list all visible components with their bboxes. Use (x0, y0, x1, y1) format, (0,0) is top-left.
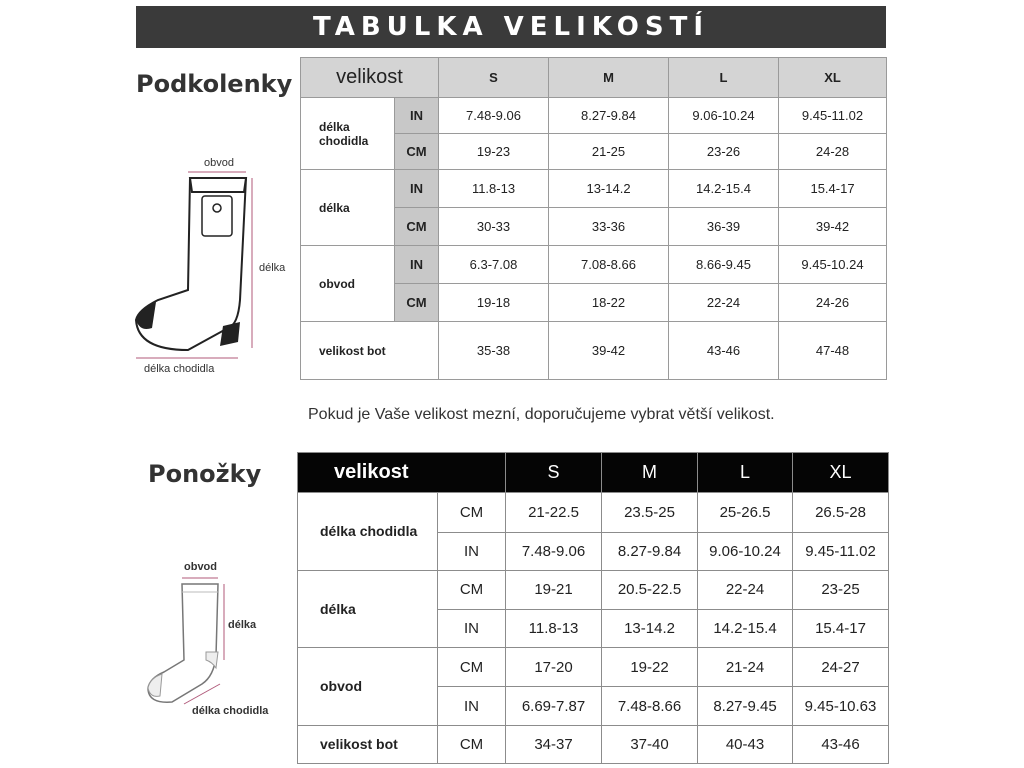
unit-cell: IN (395, 98, 439, 134)
value-cell: 23.5-25 (602, 493, 698, 532)
table-row (298, 648, 889, 687)
value-cell: 17-20 (506, 648, 602, 687)
unit-cell: CM (438, 725, 506, 763)
row-label: velikost bot (301, 322, 439, 380)
value-cell: 43-46 (793, 725, 889, 763)
value-cell: 24-28 (779, 134, 887, 170)
value-cell: 24-26 (779, 284, 887, 322)
page-title: TABULKA VELIKOSTÍ (313, 12, 709, 42)
sock-foot-label: délka chodidla (192, 705, 269, 717)
unit-cell: CM (438, 570, 506, 609)
value-cell: 8.66-9.45 (669, 246, 779, 284)
header-size-s: S (506, 453, 602, 493)
header-size-l: L (698, 453, 793, 493)
value-cell: 19-23 (439, 134, 549, 170)
unit-cell: CM (395, 134, 439, 170)
header-size-label: velikost (298, 453, 506, 493)
knee-socks-title: Podkolenky (136, 70, 293, 98)
value-cell: 11.8-13 (506, 609, 602, 647)
table-row (301, 170, 887, 208)
row-label: obvod (301, 246, 395, 322)
value-cell: 9.45-10.24 (779, 246, 887, 284)
value-cell: 20.5-22.5 (602, 570, 698, 609)
header-size-m: M (602, 453, 698, 493)
value-cell: 43-46 (669, 322, 779, 380)
header-size-xl: XL (793, 453, 889, 493)
value-cell: 23-26 (669, 134, 779, 170)
value-cell: 7.48-9.06 (506, 532, 602, 570)
page-title-banner (136, 6, 886, 48)
value-cell: 9.45-11.02 (793, 532, 889, 570)
value-cell: 21-25 (549, 134, 669, 170)
value-cell: 14.2-15.4 (698, 609, 793, 647)
value-cell: 6.3-7.08 (439, 246, 549, 284)
sock-delka-label: délka (228, 619, 257, 631)
value-cell: 8.27-9.84 (602, 532, 698, 570)
value-cell: 14.2-15.4 (669, 170, 779, 208)
value-cell: 13-14.2 (549, 170, 669, 208)
unit-cell: IN (438, 687, 506, 725)
value-cell: 23-25 (793, 570, 889, 609)
header-size-label: velikost (301, 58, 439, 98)
header-size-l: L (669, 58, 779, 98)
value-cell: 34-37 (506, 725, 602, 763)
size-note: Pokud je Vaše velikost mezní, doporučujeme vybrat větší velikost. (308, 406, 775, 423)
table-header-row (298, 453, 889, 493)
table-row (298, 493, 889, 532)
value-cell: 7.48-8.66 (602, 687, 698, 725)
value-cell: 8.27-9.84 (549, 98, 669, 134)
value-cell: 9.06-10.24 (698, 532, 793, 570)
value-cell: 30-33 (439, 208, 549, 246)
value-cell: 39-42 (779, 208, 887, 246)
value-cell: 9.45-11.02 (779, 98, 887, 134)
value-cell: 7.08-8.66 (549, 246, 669, 284)
value-cell: 35-38 (439, 322, 549, 380)
knee-sock-diagram (128, 150, 298, 380)
value-cell: 36-39 (669, 208, 779, 246)
row-label: délka chodidla (298, 493, 438, 570)
table-row (301, 322, 887, 380)
value-cell: 13-14.2 (602, 609, 698, 647)
sock-diagram (140, 556, 290, 726)
value-cell: 18-22 (549, 284, 669, 322)
value-cell: 40-43 (698, 725, 793, 763)
unit-cell: CM (438, 648, 506, 687)
row-label: délka (298, 570, 438, 647)
value-cell: 22-24 (698, 570, 793, 609)
unit-cell: CM (438, 493, 506, 532)
value-cell: 25-26.5 (698, 493, 793, 532)
value-cell: 37-40 (602, 725, 698, 763)
row-label: velikost bot (298, 725, 438, 763)
value-cell: 33-36 (549, 208, 669, 246)
table-row (301, 246, 887, 284)
unit-cell: CM (395, 284, 439, 322)
header-size-m: M (549, 58, 669, 98)
value-cell: 8.27-9.45 (698, 687, 793, 725)
value-cell: 15.4-17 (793, 609, 889, 647)
row-label: délka (301, 170, 395, 246)
unit-cell: IN (438, 532, 506, 570)
table-row (298, 725, 889, 763)
socks-size-table (297, 452, 889, 764)
value-cell: 7.48-9.06 (439, 98, 549, 134)
table-row (298, 570, 889, 609)
value-cell: 19-22 (602, 648, 698, 687)
knee-sock-drawing (136, 178, 246, 350)
unit-cell: IN (438, 609, 506, 647)
value-cell: 22-24 (669, 284, 779, 322)
value-cell: 19-21 (506, 570, 602, 609)
knee-delka-label: délka (259, 262, 286, 274)
knee-obvod-label: obvod (204, 157, 234, 169)
value-cell: 21-24 (698, 648, 793, 687)
value-cell: 9.06-10.24 (669, 98, 779, 134)
row-label: obvod (298, 648, 438, 725)
table-header-row (301, 58, 887, 98)
value-cell: 11.8-13 (439, 170, 549, 208)
value-cell: 15.4-17 (779, 170, 887, 208)
value-cell: 24-27 (793, 648, 889, 687)
unit-cell: IN (395, 170, 439, 208)
sock-obvod-label: obvod (184, 561, 217, 573)
value-cell: 6.69-7.87 (506, 687, 602, 725)
value-cell: 21-22.5 (506, 493, 602, 532)
value-cell: 19-18 (439, 284, 549, 322)
sock-drawing (148, 584, 218, 702)
unit-cell: IN (395, 246, 439, 284)
value-cell: 39-42 (549, 322, 669, 380)
value-cell: 26.5-28 (793, 493, 889, 532)
value-cell: 9.45-10.63 (793, 687, 889, 725)
header-size-xl: XL (779, 58, 887, 98)
row-label: délka chodidla (301, 98, 395, 170)
knee-foot-label: délka chodidla (144, 363, 215, 375)
unit-cell: CM (395, 208, 439, 246)
header-size-s: S (439, 58, 549, 98)
table-row (301, 98, 887, 134)
value-cell: 47-48 (779, 322, 887, 380)
knee-socks-size-table (300, 57, 887, 380)
socks-title: Ponožky (148, 460, 262, 488)
